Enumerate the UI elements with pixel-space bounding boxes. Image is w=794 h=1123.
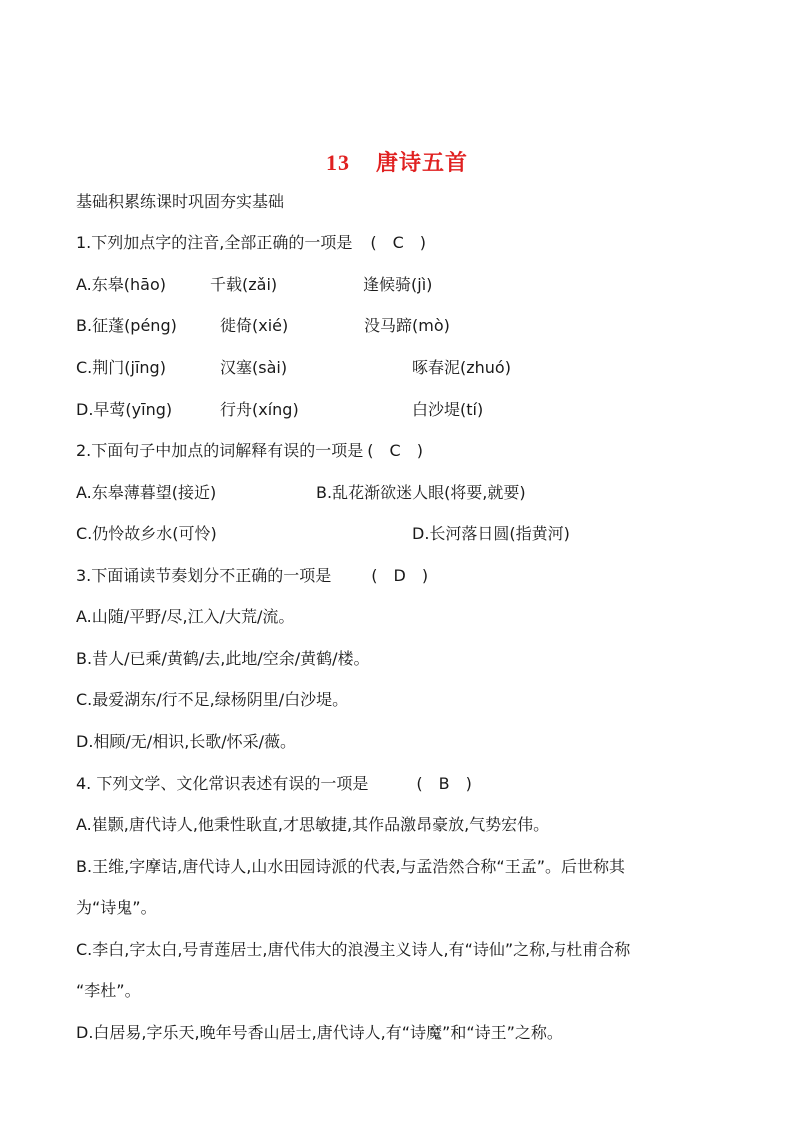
question-3-answer: ( D ) — [371, 566, 429, 585]
lesson-title: 唐诗五首 — [375, 151, 468, 176]
question-4-answer: ( B ) — [416, 774, 472, 793]
q3-option-b: B.昔人/已乘/黄鹤/去,此地/空余/黄鹤/楼。 — [76, 649, 370, 668]
q1-option-d-3: 白沙堤(tí) — [412, 400, 484, 419]
q1-option-a-1: A.东皋(hāo) — [76, 275, 166, 294]
question-1-answer: ( C ) — [370, 233, 427, 252]
q2-option-d: D.长河落日圆(指黄河) — [412, 524, 570, 543]
q2-option-b: B.乱花渐欲迷人眼(将要,就要) — [316, 483, 526, 502]
q1-option-b-3: 没马蹄(mò) — [364, 316, 450, 335]
q1-option-b-1: B.征蓬(péng) — [76, 316, 177, 335]
q1-option-d-1: D.早莺(yīng) — [76, 400, 173, 419]
q3-option-a: A.山随/平野/尽,江入/大荒/流。 — [76, 607, 295, 626]
q4-option-c-line-2: “李杜”。 — [76, 981, 141, 1000]
section-heading: 基础积累练课时巩固夯实基础 — [76, 192, 285, 211]
q2-option-c: C.仍怜故乡水(可怜) — [76, 524, 217, 543]
q1-option-c-1: C.荆门(jīng) — [76, 358, 166, 377]
q1-option-d-2: 行舟(xíng) — [220, 400, 299, 419]
question-3-stem — [76, 566, 428, 586]
q1-option-a-3: 逢候骑(jì) — [363, 275, 433, 294]
q4-option-b-line-1: B.王维,字摩诘,唐代诗人,山水田园诗派的代表,与孟浩然合称“王孟”。后世称其 — [76, 857, 625, 876]
q1-option-b-2: 徙倚(xié) — [220, 316, 289, 335]
question-3-text: 3.下面诵读节奏划分不正确的一项是 — [76, 566, 332, 585]
page-title — [0, 146, 794, 177]
q1-option-c-2: 汉塞(sài) — [220, 358, 288, 377]
q4-option-c-line-1: C.李白,字太白,号青莲居士,唐代伟大的浪漫主义诗人,有“诗仙”之称,与杜甫合称 — [76, 940, 631, 959]
q1-option-c-3: 啄春泥(zhuó) — [412, 358, 511, 377]
q4-option-a: A.崔颢,唐代诗人,他秉性耿直,才思敏捷,其作品激昂豪放,气势宏伟。 — [76, 815, 550, 834]
question-1-stem — [76, 233, 426, 253]
q1-option-a-2: 千载(zǎi) — [210, 275, 278, 294]
q3-option-c: C.最爱湖东/行不足,绿杨阴里/白沙堤。 — [76, 690, 349, 709]
question-2-stem — [76, 441, 423, 461]
question-1-text: 1.下列加点字的注音,全部正确的一项是 — [76, 233, 353, 252]
question-2-answer: ( C ) — [367, 441, 423, 460]
q3-option-d: D.相顾/无/相识,长歌/怀采/薇。 — [76, 732, 297, 751]
q4-option-b-line-2: 为“诗鬼”。 — [76, 898, 157, 917]
question-2-text: 2.下面句子中加点的词解释有误的一项是 — [76, 441, 364, 460]
question-4-stem — [76, 774, 472, 794]
q4-option-d: D.白居易,字乐天,晚年号香山居士,唐代诗人,有“诗魔”和“诗王”之称。 — [76, 1023, 563, 1042]
question-4-text: 4. 下列文学、文化常识表述有误的一项是 — [76, 774, 369, 793]
lesson-number: 13 — [325, 150, 350, 175]
q2-option-a: A.东皋薄暮望(接近) — [76, 483, 217, 502]
